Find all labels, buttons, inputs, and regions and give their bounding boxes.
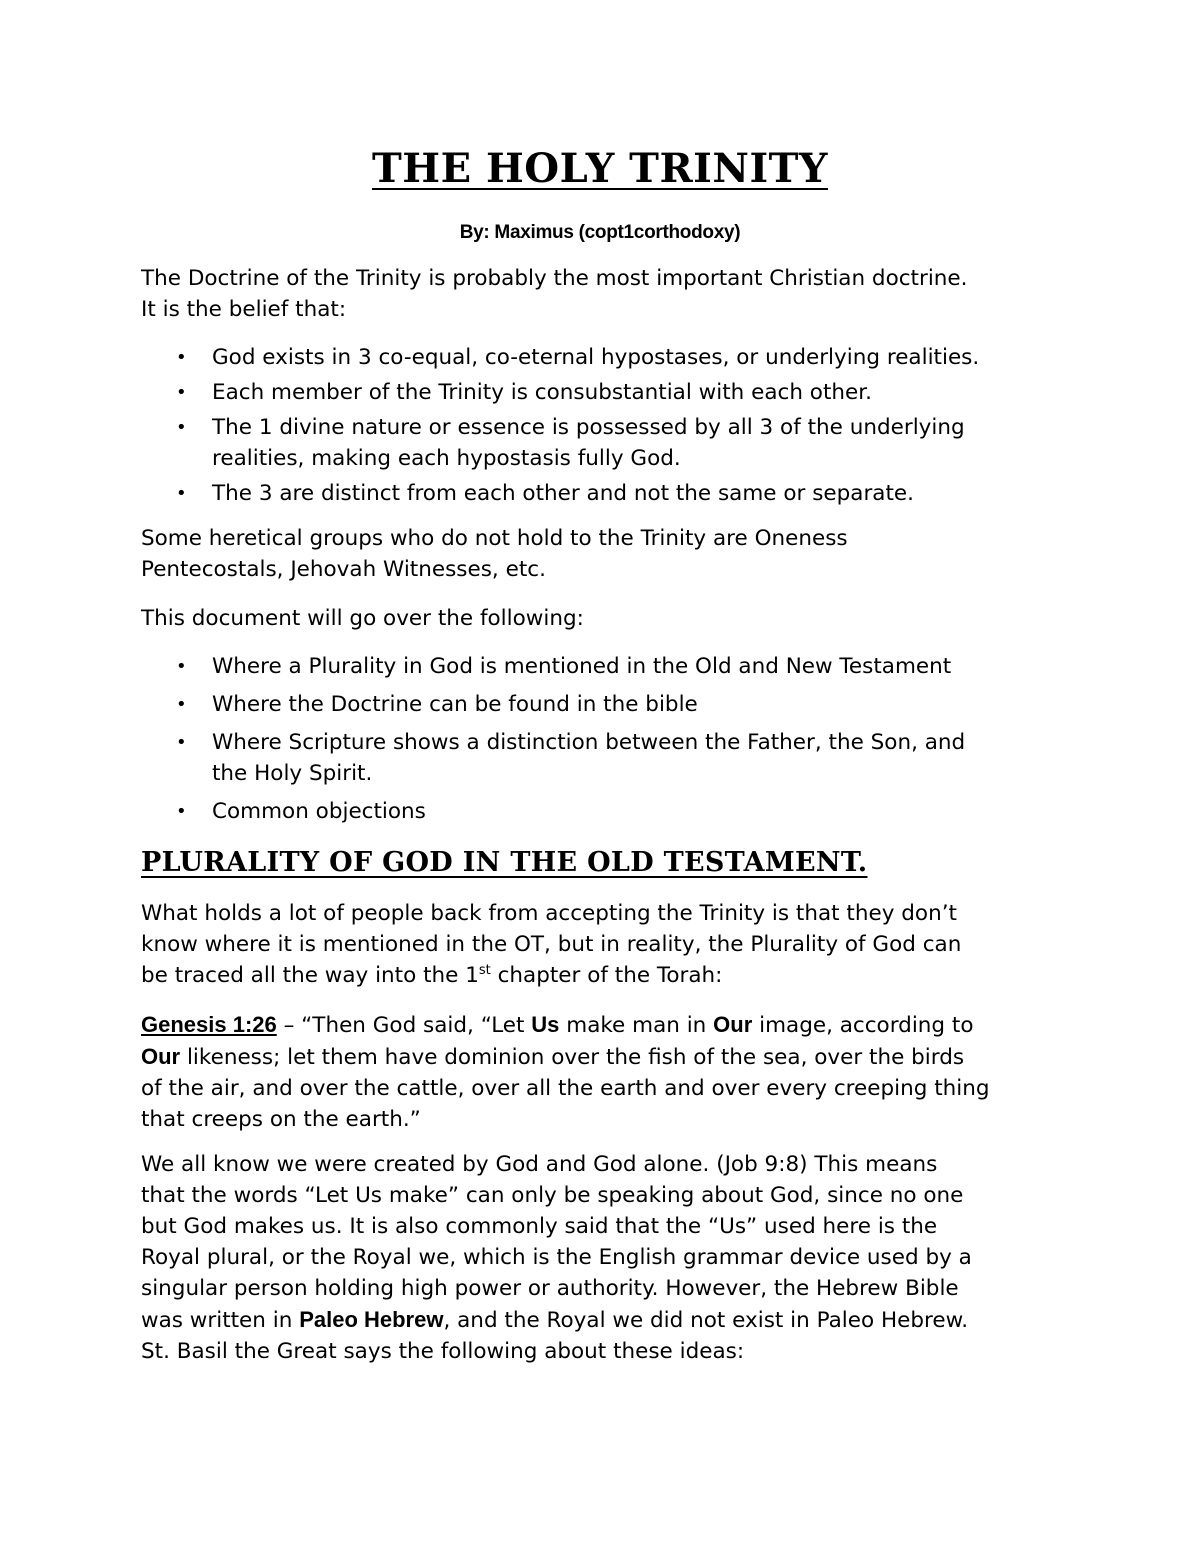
intro-line: It is the belief that:	[141, 297, 347, 322]
list-item-text: Where Scripture shows a distinction between the Father, the Son, and	[212, 730, 966, 755]
paragraph-line: that the words “Let Us make” can only be speaking about God, since no one	[141, 1183, 964, 1208]
bullet-icon: •	[176, 483, 187, 504]
emphasis-text: Us	[531, 1012, 560, 1037]
list-item-text: God exists in 3 co-equal, co-eternal hypostases, or underlying realities.	[212, 345, 980, 370]
author-byline: By: Maximus (copt1corthodoxy)	[459, 222, 741, 243]
discussion-paragraph	[141, 1149, 1071, 1367]
list-item	[141, 689, 1071, 720]
bullet-icon: •	[176, 656, 187, 677]
bullet-icon: •	[176, 347, 187, 368]
list-item-text: The 1 divine nature or essence is possessed by all 3 of the underlying	[212, 415, 965, 440]
heretical-paragraph	[141, 523, 1071, 585]
list-item	[141, 342, 1071, 373]
list-item	[141, 478, 1071, 509]
list-item-text: Each member of the Trinity is consubstantial with each other.	[212, 380, 872, 405]
text-run: image, according to	[752, 1013, 974, 1038]
list-item-text: realities, making each hypostasis fully God.	[212, 446, 681, 471]
paragraph-line: Pentecostals, Jehovah Witnesses, etc.	[141, 557, 546, 582]
bullet-icon: •	[176, 801, 187, 822]
emphasis-text: Our	[713, 1012, 753, 1037]
text-run: , and the Royal we did not exist in Paleo Hebrew.	[443, 1308, 969, 1333]
paragraph-line: Some heretical groups who do not hold to the Trinity are Oneness	[141, 526, 848, 551]
text-run: be traced all the way into the 1	[141, 963, 479, 988]
list-item	[141, 727, 1071, 789]
list-item-text: Common objections	[212, 799, 426, 824]
list-item	[141, 412, 1071, 474]
scripture-reference: Genesis 1:26	[141, 1012, 277, 1037]
text-run: chapter of the Torah:	[490, 963, 723, 988]
bullet-icon: •	[176, 732, 187, 753]
emphasis-text: Our	[141, 1044, 181, 1069]
list-item-text: Where the Doctrine can be found in the bible	[212, 692, 698, 717]
paragraph-line	[141, 1009, 1071, 1041]
section-heading: PLURALITY OF GOD IN THE OLD TESTAMENT.	[141, 847, 868, 878]
paragraph-line	[141, 1041, 1071, 1073]
intro-line: The Doctrine of the Trinity is probably the most important Christian doctrine.	[141, 266, 968, 291]
paragraph-line: but God makes us. It is also commonly said that the “Us” used here is the	[141, 1214, 938, 1239]
ordinal-suffix: st	[478, 962, 491, 978]
paragraph-line: What holds a lot of people back from accepting the Trinity is that they don’t	[141, 901, 957, 926]
bullet-icon: •	[176, 382, 187, 403]
topics-list	[141, 651, 1071, 834]
document-title: THE HOLY TRINITY	[372, 145, 828, 192]
text-run: was written in	[141, 1308, 300, 1333]
paragraph-line: St. Basil the Great says the following about these ideas:	[141, 1339, 745, 1364]
list-item-text: Where a Plurality in God is mentioned in the Old and New Testament	[212, 654, 952, 679]
list-item	[141, 651, 1071, 682]
list-item-text: The 3 are distinct from each other and not the same or separate.	[212, 481, 914, 506]
list-item	[141, 377, 1071, 408]
bullet-icon: •	[176, 417, 187, 438]
paragraph-line	[141, 960, 1071, 991]
text-run: make man in	[559, 1013, 714, 1038]
paragraph-line	[141, 1304, 1071, 1336]
paragraph-line: Royal plural, or the Royal we, which is the English grammar device used by a	[141, 1245, 972, 1270]
beliefs-list	[141, 342, 1071, 509]
intro-paragraph	[141, 263, 1071, 325]
list-item-text: the Holy Spirit.	[212, 761, 373, 786]
emphasis-text: Paleo Hebrew	[299, 1307, 444, 1332]
genesis-quote-paragraph	[141, 1009, 1071, 1135]
paragraph-line: that creeps on the earth.”	[141, 1107, 421, 1132]
bullet-icon: •	[176, 694, 187, 715]
text-run: – “Then God said, “Let	[276, 1013, 532, 1038]
paragraph-line: We all know we were created by God and God alone. (Job 9:8) This means	[141, 1152, 938, 1177]
paragraph-line: know where it is mentioned in the OT, but in reality, the Plurality of God can	[141, 932, 962, 957]
overview-intro: This document will go over the following:	[141, 606, 584, 631]
paragraph-line: singular person holding high power or authority. However, the Hebrew Bible	[141, 1276, 959, 1301]
section-intro-paragraph	[141, 898, 1071, 991]
paragraph-line: of the air, and over the cattle, over all the earth and over every creeping thing	[141, 1076, 990, 1101]
text-run: likeness; let them have dominion over the fish of the sea, over the birds	[180, 1045, 965, 1070]
list-item	[141, 796, 1071, 827]
